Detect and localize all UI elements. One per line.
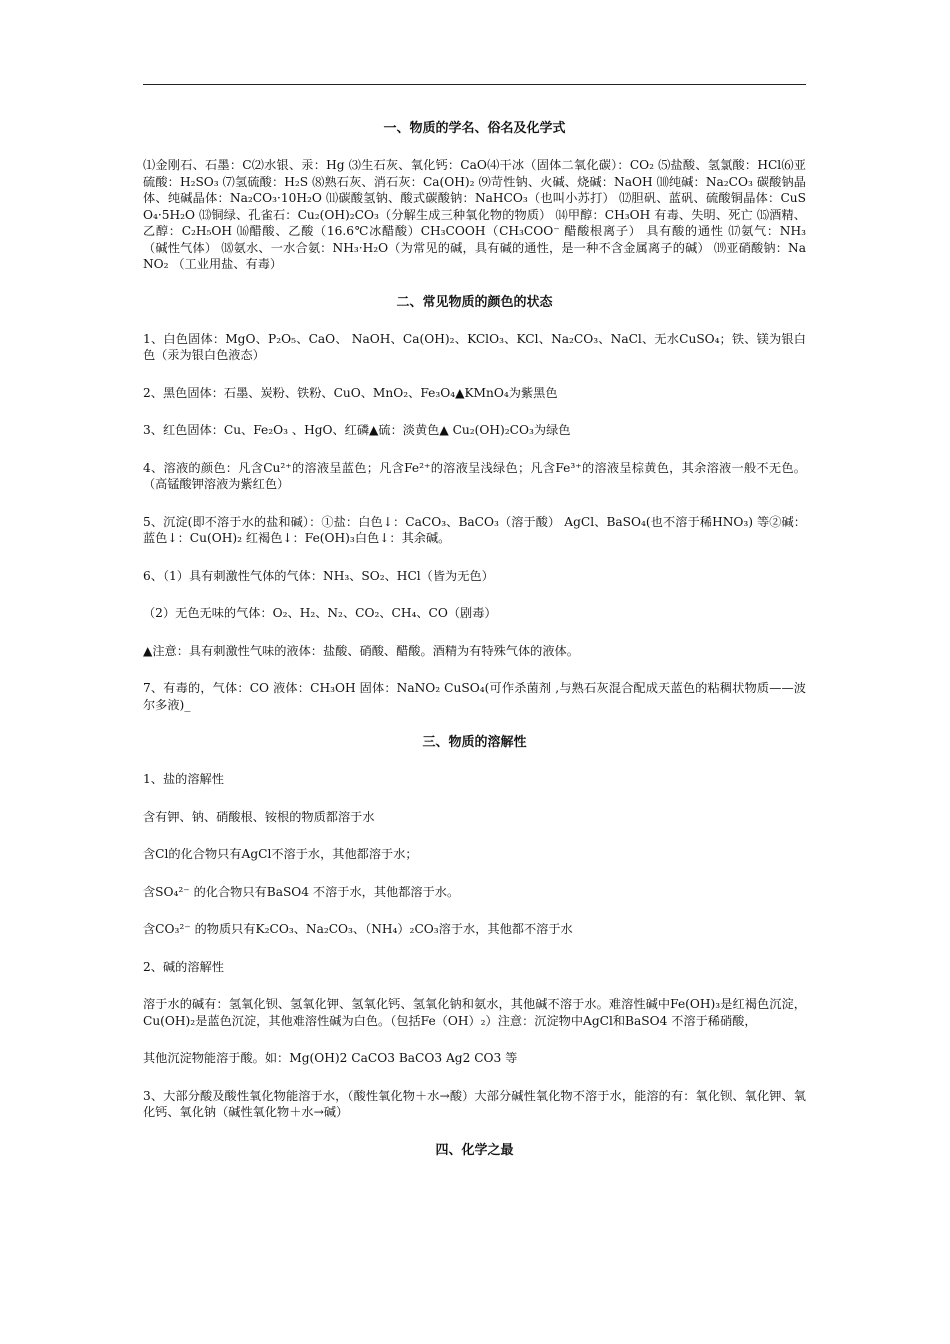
paragraph: ⑴金刚石、石墨：C⑵水银、汞：Hg ⑶生石灰、氧化钙：CaO⑷干冰（固体二氧化碳）：CO₂ ⑸盐酸、氢氯酸：HCl⑹亚硫酸：H₂SO₃ ⑺氢硫酸：H₂S ⑻熟石灰、消石灰：Ca(OH)₂ ⑼苛性钠、火碱、烧碱：NaOH ⑽纯碱：Na₂CO₃ 碳酸钠晶体、纯碱晶体：Na₂CO₃·10H₂O ⑾碳酸氢钠、酸式碳酸钠：NaHCO₃（也叫小苏打） ⑿胆矾、蓝矾、硫酸铜晶体：CuSO₄·5H₂O ⒀铜绿、孔雀石：Cu₂(OH)₂CO₃（分解生成三种氧化物的物质） ⒁甲醇：CH₃OH 有毒、失明、死亡 ⒂酒精、乙醇：C₂H₅OH ⒃醋酸、乙酸（16.6℃冰醋酸）CH₃COOH（CH₃COO⁻ 醋酸根离子） 具有酸的通性 ⒄氨气：NH₃ （碱性气体） ⒅氨水、一水合氨：NH₃·H₂O（为常见的碱，具有碱的通性，是一种不含金属离子的碱） ⒆亚硝酸钠：NaNO₂ （工业用盐、有毒） <box>143 158 806 271</box>
paragraph: 6、（1）具有刺激性气体的气体：NH₃、SO₂、HCl（皆为无色） <box>143 568 494 583</box>
paragraph: 5、沉淀(即不溶于水的盐和碱）：①盐：白色↓：CaCO₃、BaCO₃（溶于酸） AgCl、BaSO₄(也不溶于稀HNO₃) 等②碱：蓝色↓：Cu(OH)₂ 红褐色↓：Fe(OH)₃白色↓：其余碱。 <box>143 514 806 545</box>
section-title: 四、化学之最 <box>435 1142 514 1158</box>
header-rule <box>143 84 806 85</box>
paragraph: 2、碱的溶解性 <box>143 959 224 974</box>
paragraph: 其他沉淀物能溶于酸。如：Mg(OH)2 CaCO3 BaCO3 Ag2 CO3 等 <box>143 1051 518 1065</box>
section-title: 二、常见物质的颜色的状态 <box>396 294 553 310</box>
paragraph: 2、黑色固体：石墨、炭粉、铁粉、CuO、MnO₂、Fe₃O₄▲KMnO₄为紫黑色 <box>143 385 558 400</box>
paragraph: 含Cl的化合物只有AgCl不溶于水，其他都溶于水； <box>143 847 418 861</box>
section-title: 三、物质的溶解性 <box>422 735 527 750</box>
paragraph: （2）无色无味的气体：O₂、H₂、N₂、CO₂、CH₄、CO（剧毒） <box>143 606 497 620</box>
paragraph: 1、盐的溶解性 <box>143 772 224 786</box>
paragraph: 溶于水的碱有：氢氧化钡、氢氧化钾、氢氧化钙、氢氧化钠和氨水，其他碱不溶于水。难溶性碱中Fe(OH)₃是红褐色沉淀，Cu(OH)₂是蓝色沉淀，其他难溶性碱为白色。（包括Fe（OH）₂）注意：沉淀物中AgCl和BaSO4 不溶于稀硝酸， <box>143 997 806 1028</box>
paragraph: 含CO₃²⁻ 的物质只有K₂CO₃、Na₂CO₃、（NH₄）₂CO₃溶于水，其他都不溶于水 <box>143 922 573 936</box>
paragraph: 3、大部分酸及酸性氧化物能溶于水，（酸性氧化物＋水→酸）大部分碱性氧化物不溶于水，能溶的有：氧化钡、氧化钾、氧化钙、氧化钠（碱性氧化物＋水→碱） <box>143 1088 806 1119</box>
paragraph: ▲注意：具有刺激性气味的液体：盐酸、硝酸、醋酸。酒精为有特殊气体的液体。 <box>143 643 579 658</box>
paragraph: 4、溶液的颜色：凡含Cu²⁺的溶液呈蓝色；凡含Fe²⁺的溶液呈浅绿色；凡含Fe³⁺的溶液呈棕黄色，其余溶液一般不无色。（高锰酸钾溶液为紫红色） <box>143 460 806 491</box>
paragraph: 3、红色固体：Cu、Fe₂O₃ 、HgO、红磷▲硫：淡黄色▲ Cu₂(OH)₂CO₃为绿色 <box>143 423 571 437</box>
paragraph: 7、有毒的，气体：CO 液体：CH₃OH 固体：NaNO₂ CuSO₄(可作杀菌剂 ,与熟石灰混合配成天蓝色的粘稠状物质——波尔多液)_ <box>143 681 806 712</box>
document-body <box>143 112 806 1179</box>
paragraph: 1、白色固体：MgO、P₂O₅、CaO、 NaOH、Ca(OH)₂、KClO₃、KCl、Na₂CO₃、NaCl、无水CuSO₄；铁、镁为银白色（汞为银白色液态） <box>143 331 806 362</box>
paragraph: 含有钾、钠、硝酸根、铵根的物质都溶于水 <box>143 809 375 824</box>
section-title: 一、物质的学名、俗名及化学式 <box>383 121 566 136</box>
paragraph: 含SO₄²⁻ 的化合物只有BaSO4 不溶于水，其他都溶于水。 <box>143 884 460 899</box>
